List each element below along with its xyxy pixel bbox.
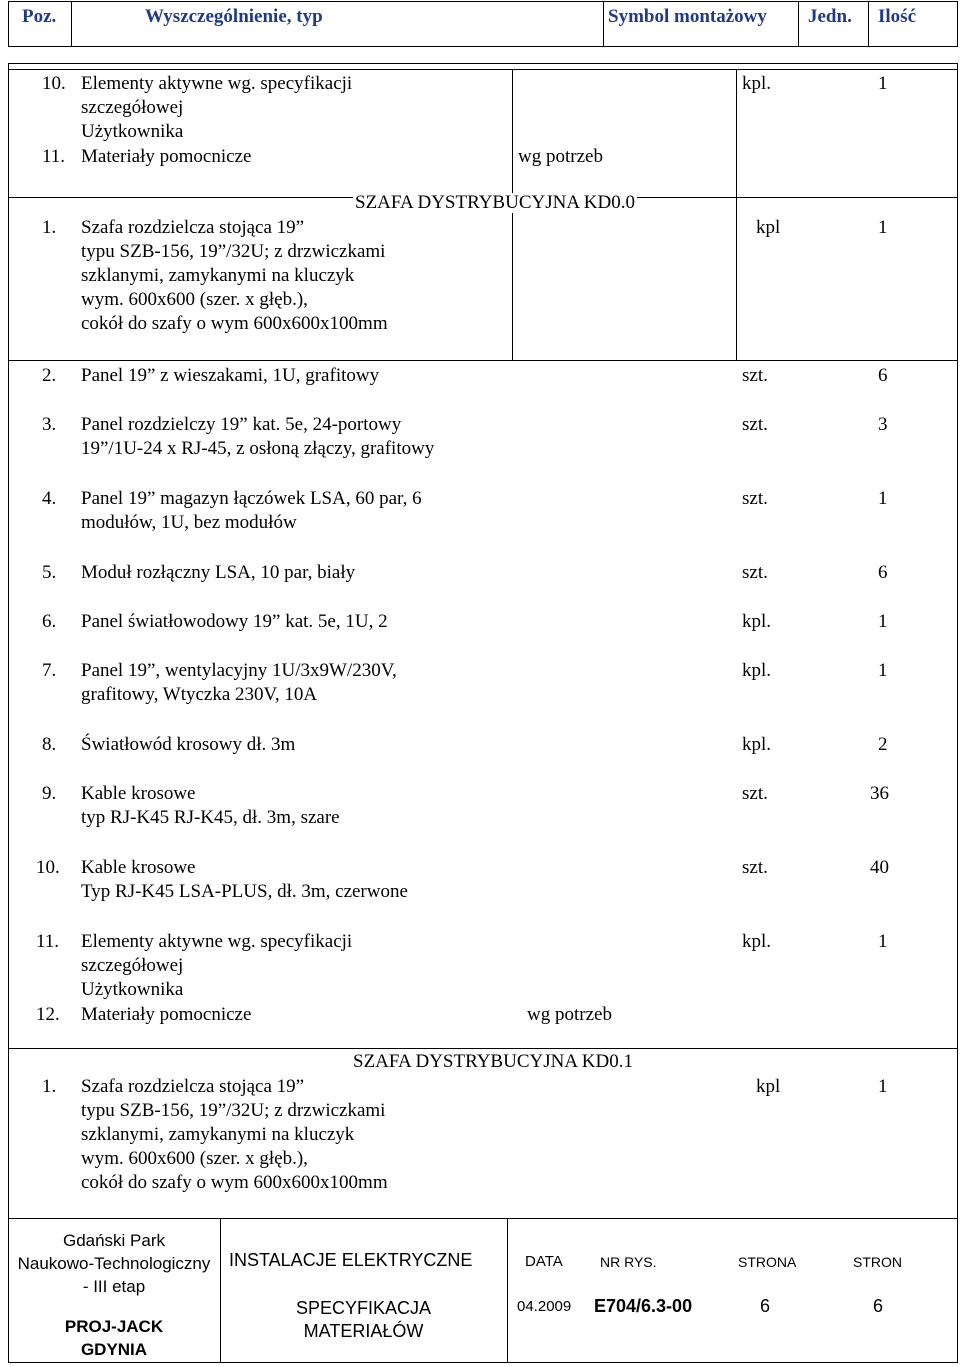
item-description: Panel rozdzielczy 19” kat. 5e, 24-portowy 19”/1U-24 x RJ-45, z osłoną złączy, grafitowy — [81, 414, 435, 459]
item-qty: 1 — [878, 611, 888, 632]
col-header-unit: Jedn. — [808, 6, 852, 27]
section-title: SZAFA DYSTRYBUCYJNA KD0.0 — [355, 192, 635, 213]
item-number: 10. — [36, 857, 60, 878]
item-number: 9. — [42, 783, 57, 804]
discipline: INSTALACJE ELEKTRYCZNE — [229, 1250, 473, 1270]
item-qty: 2 — [878, 734, 888, 755]
item-number: 7. — [42, 660, 57, 681]
item-unit: kpl — [756, 1076, 781, 1097]
pages-label: STRON — [853, 1254, 902, 1270]
item-description: Kable krosowe typ RJ-K45 RJ-K45, dł. 3m, szare — [81, 783, 340, 828]
item-qty: 1 — [878, 660, 888, 681]
item-unit: szt. — [742, 365, 768, 386]
date-value: 04.2009 — [517, 1298, 572, 1315]
item-qty: 1 — [878, 217, 888, 238]
item-unit: kpl. — [742, 611, 772, 632]
item-qty: 1 — [878, 488, 888, 509]
item-number: 4. — [42, 488, 57, 509]
item-qty: 1 — [878, 1076, 888, 1097]
col-header-description: Wyszczególnienie, typ — [145, 6, 323, 27]
item-unit: szt. — [742, 857, 768, 878]
drawing-number-label: NR RYS. — [600, 1254, 657, 1270]
item-qty: 40 — [870, 857, 889, 878]
item-number: 3. — [42, 414, 57, 435]
item-qty: 6 — [878, 365, 888, 386]
item-number: 1. — [42, 217, 57, 238]
item-description: Panel 19”, wentylacyjny 1U/3x9W/230V, grafitowy, Wtyczka 230V, 10A — [81, 660, 397, 705]
item-unit: kpl. — [742, 660, 772, 681]
item-number: 11. — [36, 931, 60, 952]
item-description: Szafa rozdzielcza stojąca 19” typu SZB-156, 19”/32U; z drzwiczkami szklanymi, zamykanymi na kluczyk wym. 600x600 (szer. x głęb.), cokół do szafy o wym 600x600x100mm — [81, 217, 388, 334]
item-qty: 36 — [870, 783, 889, 804]
item-unit: szt. — [742, 488, 768, 509]
item-qty: 1 — [878, 73, 888, 94]
item-number: 10. — [42, 73, 66, 94]
item-number: 12. — [36, 1004, 60, 1025]
item-number: 8. — [42, 734, 57, 755]
item-description: Elementy aktywne wg. specyfikacji szczegółowej Użytkownika — [81, 931, 353, 1000]
section-title: SZAFA DYSTRYBUCYJNA KD0.1 — [353, 1051, 633, 1072]
item-description: Szafa rozdzielcza stojąca 19” typu SZB-156, 19”/32U; z drzwiczkami szklanymi, zamykanymi na kluczyk wym. 600x600 (szer. x głęb.), cokół do szafy o wym 600x600x100mm — [81, 1076, 388, 1193]
drawing-number: E704/6.3-00 — [594, 1296, 693, 1316]
document-type: SPECYFIKACJA MATERIAŁÓW — [295, 1298, 432, 1341]
item-unit: kpl — [756, 217, 781, 238]
item-number: 2. — [42, 365, 57, 386]
item-description: Moduł rozłączny LSA, 10 par, biały — [81, 562, 356, 583]
item-description: Panel 19” z wieszakami, 1U, grafitowy — [81, 365, 380, 386]
page-label: STRONA — [738, 1254, 797, 1270]
item-unit: szt. — [742, 562, 768, 583]
item-qty: 3 — [878, 414, 888, 435]
item-description: Elementy aktywne wg. specyfikacji szczegółowej Użytkownika — [81, 73, 353, 142]
designer-name: PROJ-JACK GDYNIA — [64, 1317, 164, 1359]
col-header-symbol: Symbol montażowy — [608, 6, 767, 27]
item-description: Światłowód krosowy dł. 3m — [81, 734, 296, 755]
item-number: 11. — [42, 146, 66, 167]
item-unit: szt. — [742, 783, 768, 804]
item-qty: 6 — [878, 562, 888, 583]
col-header-qty: Ilość — [878, 6, 916, 27]
item-symbol: wg potrzeb — [518, 146, 603, 167]
client-name: Gdański Park Naukowo-Technologiczny - III etap — [17, 1231, 211, 1296]
item-unit: kpl. — [742, 73, 772, 94]
pages-total: 6 — [873, 1296, 884, 1316]
page-number: 6 — [760, 1296, 771, 1316]
item-symbol: wg potrzeb — [527, 1004, 612, 1025]
item-unit: kpl. — [742, 734, 772, 755]
date-label: DATA — [525, 1253, 563, 1270]
item-description: Panel 19” magazyn łączówek LSA, 60 par, 6 modułów, 1U, bez modułów — [81, 488, 422, 533]
item-description: Kable krosowe Typ RJ-K45 LSA-PLUS, dł. 3m, czerwone — [81, 857, 408, 902]
item-unit: kpl. — [742, 931, 772, 952]
item-description: Materiały pomocnicze — [81, 146, 252, 167]
item-description: Panel światłowodowy 19” kat. 5e, 1U, 2 — [81, 611, 388, 632]
col-header-poz: Poz. — [22, 6, 57, 27]
item-qty: 1 — [878, 931, 888, 952]
item-unit: szt. — [742, 414, 768, 435]
item-number: 5. — [42, 562, 57, 583]
item-number: 1. — [42, 1076, 57, 1097]
item-number: 6. — [42, 611, 57, 632]
item-description: Materiały pomocnicze — [81, 1004, 252, 1025]
